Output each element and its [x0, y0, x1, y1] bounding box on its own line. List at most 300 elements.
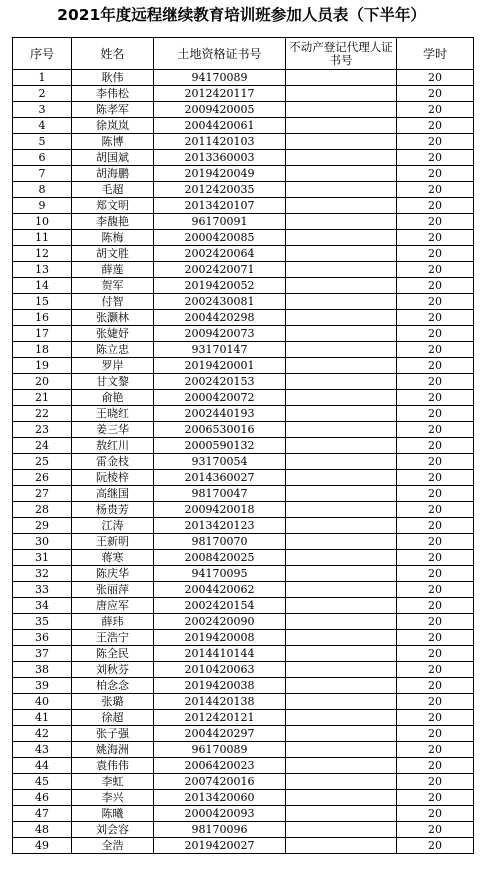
cell-real-estate-agent-certificate-number [286, 182, 397, 198]
cell-real-estate-agent-certificate-number [286, 662, 397, 678]
cell-serial-number: 34 [13, 598, 72, 614]
cell-name: 罗岸 [72, 358, 154, 374]
table-row [13, 102, 474, 118]
cell-real-estate-agent-certificate-number [286, 134, 397, 150]
cell-land-certificate-number: 2007420016 [154, 774, 286, 790]
cell-serial-number: 42 [13, 726, 72, 742]
table-row [13, 566, 474, 582]
cell-name: 蒋寒 [72, 550, 154, 566]
table-row [13, 294, 474, 310]
cell-name: 陈全民 [72, 646, 154, 662]
cell-name: 全浩 [72, 838, 154, 854]
table-row [13, 70, 474, 86]
table-row [13, 198, 474, 214]
cell-serial-number: 26 [13, 470, 72, 486]
cell-serial-number: 46 [13, 790, 72, 806]
cell-name: 耿伟 [72, 70, 154, 86]
cell-serial-number: 47 [13, 806, 72, 822]
table-row [13, 118, 474, 134]
cell-land-certificate-number: 2006420023 [154, 758, 286, 774]
cell-study-hours: 20 [397, 646, 474, 662]
table-row [13, 790, 474, 806]
cell-real-estate-agent-certificate-number [286, 726, 397, 742]
cell-land-certificate-number: 2008420025 [154, 550, 286, 566]
cell-real-estate-agent-certificate-number [286, 406, 397, 422]
cell-real-estate-agent-certificate-number [286, 390, 397, 406]
table-row [13, 214, 474, 230]
cell-name: 张丽萍 [72, 582, 154, 598]
cell-real-estate-agent-certificate-number [286, 118, 397, 134]
cell-study-hours: 20 [397, 838, 474, 854]
table-row [13, 438, 474, 454]
cell-real-estate-agent-certificate-number [286, 790, 397, 806]
table-row [13, 486, 474, 502]
header-serial-number: 序号 [13, 38, 72, 70]
cell-real-estate-agent-certificate-number [286, 598, 397, 614]
cell-study-hours: 20 [397, 534, 474, 550]
cell-land-certificate-number: 2002420153 [154, 374, 286, 390]
cell-study-hours: 20 [397, 582, 474, 598]
cell-real-estate-agent-certificate-number [286, 166, 397, 182]
cell-study-hours: 20 [397, 166, 474, 182]
cell-study-hours: 20 [397, 678, 474, 694]
cell-name: 姜三华 [72, 422, 154, 438]
cell-real-estate-agent-certificate-number [286, 822, 397, 838]
cell-land-certificate-number: 2012420035 [154, 182, 286, 198]
cell-real-estate-agent-certificate-number [286, 86, 397, 102]
cell-land-certificate-number: 2010420063 [154, 662, 286, 678]
table-row [13, 310, 474, 326]
cell-name: 俞艳 [72, 390, 154, 406]
table-row [13, 262, 474, 278]
cell-land-certificate-number: 2019420052 [154, 278, 286, 294]
cell-land-certificate-number: 2002420154 [154, 598, 286, 614]
cell-study-hours: 20 [397, 710, 474, 726]
table-row [13, 822, 474, 838]
cell-study-hours: 20 [397, 550, 474, 566]
cell-real-estate-agent-certificate-number [286, 486, 397, 502]
cell-serial-number: 25 [13, 454, 72, 470]
cell-study-hours: 20 [397, 150, 474, 166]
cell-serial-number: 32 [13, 566, 72, 582]
cell-land-certificate-number: 2002430081 [154, 294, 286, 310]
cell-study-hours: 20 [397, 454, 474, 470]
cell-serial-number: 4 [13, 118, 72, 134]
cell-real-estate-agent-certificate-number [286, 566, 397, 582]
cell-study-hours: 20 [397, 102, 474, 118]
cell-serial-number: 19 [13, 358, 72, 374]
table-row [13, 598, 474, 614]
cell-serial-number: 15 [13, 294, 72, 310]
cell-serial-number: 5 [13, 134, 72, 150]
cell-name: 胡文胜 [72, 246, 154, 262]
table-row [13, 182, 474, 198]
cell-serial-number: 31 [13, 550, 72, 566]
table-row [13, 406, 474, 422]
cell-real-estate-agent-certificate-number [286, 310, 397, 326]
table-row [13, 502, 474, 518]
cell-serial-number: 45 [13, 774, 72, 790]
table-row [13, 342, 474, 358]
table-row [13, 678, 474, 694]
cell-study-hours: 20 [397, 502, 474, 518]
cell-name: 王新明 [72, 534, 154, 550]
cell-real-estate-agent-certificate-number [286, 630, 397, 646]
cell-name: 李虹 [72, 774, 154, 790]
cell-serial-number: 2 [13, 86, 72, 102]
table-row [13, 726, 474, 742]
cell-real-estate-agent-certificate-number [286, 646, 397, 662]
cell-serial-number: 40 [13, 694, 72, 710]
table-row [13, 230, 474, 246]
table-row [13, 470, 474, 486]
cell-land-certificate-number: 2019420049 [154, 166, 286, 182]
cell-real-estate-agent-certificate-number [286, 550, 397, 566]
cell-name: 贺军 [72, 278, 154, 294]
cell-real-estate-agent-certificate-number [286, 102, 397, 118]
table-row [13, 630, 474, 646]
cell-land-certificate-number: 93170054 [154, 454, 286, 470]
cell-name: 高继国 [72, 486, 154, 502]
table-header-row [13, 38, 474, 70]
cell-name: 张灏林 [72, 310, 154, 326]
cell-study-hours: 20 [397, 118, 474, 134]
cell-name: 陈梅 [72, 230, 154, 246]
cell-serial-number: 17 [13, 326, 72, 342]
table-row [13, 150, 474, 166]
cell-serial-number: 11 [13, 230, 72, 246]
cell-land-certificate-number: 2019420038 [154, 678, 286, 694]
table-row [13, 166, 474, 182]
cell-name: 徐岚岚 [72, 118, 154, 134]
table-row [13, 838, 474, 854]
cell-name: 陈博 [72, 134, 154, 150]
cell-real-estate-agent-certificate-number [286, 742, 397, 758]
cell-study-hours: 20 [397, 310, 474, 326]
cell-real-estate-agent-certificate-number [286, 214, 397, 230]
table-row [13, 246, 474, 262]
cell-serial-number: 16 [13, 310, 72, 326]
cell-land-certificate-number: 2002420064 [154, 246, 286, 262]
cell-land-certificate-number: 2000420072 [154, 390, 286, 406]
cell-serial-number: 37 [13, 646, 72, 662]
header-real-estate-agent-certificate-number: 不动产登记代理人证书号 [286, 38, 397, 70]
table-row [13, 614, 474, 630]
cell-land-certificate-number: 2000420085 [154, 230, 286, 246]
header-land-certificate-number: 土地资格证书号 [154, 38, 286, 70]
cell-study-hours: 20 [397, 726, 474, 742]
participants-table [12, 37, 474, 854]
cell-serial-number: 23 [13, 422, 72, 438]
cell-name: 张璐 [72, 694, 154, 710]
cell-real-estate-agent-certificate-number [286, 278, 397, 294]
cell-real-estate-agent-certificate-number [286, 422, 397, 438]
cell-name: 杨贵芳 [72, 502, 154, 518]
cell-name: 柏念念 [72, 678, 154, 694]
cell-land-certificate-number: 2019420008 [154, 630, 286, 646]
cell-study-hours: 20 [397, 358, 474, 374]
cell-real-estate-agent-certificate-number [286, 694, 397, 710]
cell-study-hours: 20 [397, 406, 474, 422]
cell-land-certificate-number: 2000590132 [154, 438, 286, 454]
cell-serial-number: 36 [13, 630, 72, 646]
table-row [13, 390, 474, 406]
cell-real-estate-agent-certificate-number [286, 582, 397, 598]
cell-real-estate-agent-certificate-number [286, 614, 397, 630]
cell-land-certificate-number: 2002440193 [154, 406, 286, 422]
cell-name: 毛超 [72, 182, 154, 198]
cell-serial-number: 6 [13, 150, 72, 166]
cell-real-estate-agent-certificate-number [286, 758, 397, 774]
cell-serial-number: 38 [13, 662, 72, 678]
cell-real-estate-agent-certificate-number [286, 70, 397, 86]
cell-serial-number: 8 [13, 182, 72, 198]
table-row [13, 134, 474, 150]
cell-real-estate-agent-certificate-number [286, 518, 397, 534]
table-row [13, 694, 474, 710]
cell-serial-number: 43 [13, 742, 72, 758]
cell-land-certificate-number: 2002420090 [154, 614, 286, 630]
table-row [13, 758, 474, 774]
cell-serial-number: 22 [13, 406, 72, 422]
cell-study-hours: 20 [397, 134, 474, 150]
cell-real-estate-agent-certificate-number [286, 374, 397, 390]
cell-study-hours: 20 [397, 758, 474, 774]
cell-real-estate-agent-certificate-number [286, 502, 397, 518]
cell-serial-number: 35 [13, 614, 72, 630]
cell-serial-number: 24 [13, 438, 72, 454]
cell-study-hours: 20 [397, 342, 474, 358]
cell-serial-number: 49 [13, 838, 72, 854]
cell-name: 敖红川 [72, 438, 154, 454]
table-body [13, 70, 474, 854]
table-row [13, 358, 474, 374]
cell-study-hours: 20 [397, 486, 474, 502]
cell-land-certificate-number: 2000420093 [154, 806, 286, 822]
cell-serial-number: 33 [13, 582, 72, 598]
cell-serial-number: 3 [13, 102, 72, 118]
header-name: 姓名 [72, 38, 154, 70]
cell-land-certificate-number: 2019420001 [154, 358, 286, 374]
cell-study-hours: 20 [397, 230, 474, 246]
table-row [13, 454, 474, 470]
cell-name: 刘秋芬 [72, 662, 154, 678]
table-row [13, 422, 474, 438]
cell-study-hours: 20 [397, 182, 474, 198]
cell-study-hours: 20 [397, 630, 474, 646]
cell-study-hours: 20 [397, 390, 474, 406]
cell-name: 徐超 [72, 710, 154, 726]
cell-real-estate-agent-certificate-number [286, 454, 397, 470]
cell-study-hours: 20 [397, 374, 474, 390]
table-row [13, 518, 474, 534]
cell-land-certificate-number: 2009420018 [154, 502, 286, 518]
table-row [13, 550, 474, 566]
cell-land-certificate-number: 96170089 [154, 742, 286, 758]
table-row [13, 662, 474, 678]
cell-study-hours: 20 [397, 86, 474, 102]
cell-serial-number: 12 [13, 246, 72, 262]
cell-serial-number: 14 [13, 278, 72, 294]
cell-real-estate-agent-certificate-number [286, 342, 397, 358]
cell-land-certificate-number: 96170091 [154, 214, 286, 230]
cell-real-estate-agent-certificate-number [286, 470, 397, 486]
cell-land-certificate-number: 98170070 [154, 534, 286, 550]
table-row [13, 742, 474, 758]
cell-name: 袁伟伟 [72, 758, 154, 774]
cell-real-estate-agent-certificate-number [286, 358, 397, 374]
cell-serial-number: 29 [13, 518, 72, 534]
cell-land-certificate-number: 2013420060 [154, 790, 286, 806]
cell-serial-number: 9 [13, 198, 72, 214]
cell-study-hours: 20 [397, 566, 474, 582]
cell-study-hours: 20 [397, 262, 474, 278]
cell-real-estate-agent-certificate-number [286, 806, 397, 822]
cell-name: 陈孝军 [72, 102, 154, 118]
cell-name: 郑文明 [72, 198, 154, 214]
cell-name: 李馥艳 [72, 214, 154, 230]
cell-land-certificate-number: 2013420107 [154, 198, 286, 214]
cell-land-certificate-number: 93170147 [154, 342, 286, 358]
cell-name: 薛莲 [72, 262, 154, 278]
table-row [13, 374, 474, 390]
table-row [13, 774, 474, 790]
cell-real-estate-agent-certificate-number [286, 710, 397, 726]
cell-real-estate-agent-certificate-number [286, 774, 397, 790]
cell-land-certificate-number: 2019420027 [154, 838, 286, 854]
cell-serial-number: 18 [13, 342, 72, 358]
cell-land-certificate-number: 94170089 [154, 70, 286, 86]
cell-land-certificate-number: 2009420073 [154, 326, 286, 342]
table-row [13, 86, 474, 102]
cell-name: 陈立忠 [72, 342, 154, 358]
cell-study-hours: 20 [397, 662, 474, 678]
cell-study-hours: 20 [397, 422, 474, 438]
cell-name: 刘会容 [72, 822, 154, 838]
cell-serial-number: 1 [13, 70, 72, 86]
cell-land-certificate-number: 2012420121 [154, 710, 286, 726]
cell-name: 薛玮 [72, 614, 154, 630]
cell-study-hours: 20 [397, 470, 474, 486]
cell-study-hours: 20 [397, 326, 474, 342]
cell-real-estate-agent-certificate-number [286, 438, 397, 454]
cell-study-hours: 20 [397, 198, 474, 214]
cell-study-hours: 20 [397, 694, 474, 710]
cell-name: 王浩宁 [72, 630, 154, 646]
cell-land-certificate-number: 2012420117 [154, 86, 286, 102]
table-row [13, 806, 474, 822]
cell-serial-number: 27 [13, 486, 72, 502]
page-title: 2021年度远程继续教育培训班参加人员表（下半年） [57, 6, 426, 24]
cell-name: 姚海洲 [72, 742, 154, 758]
table-row [13, 646, 474, 662]
cell-study-hours: 20 [397, 278, 474, 294]
cell-land-certificate-number: 2014420138 [154, 694, 286, 710]
cell-serial-number: 28 [13, 502, 72, 518]
cell-land-certificate-number: 2009420005 [154, 102, 286, 118]
cell-land-certificate-number: 98170096 [154, 822, 286, 838]
cell-land-certificate-number: 2004420061 [154, 118, 286, 134]
cell-study-hours: 20 [397, 598, 474, 614]
cell-land-certificate-number: 2014360027 [154, 470, 286, 486]
cell-name: 付智 [72, 294, 154, 310]
cell-real-estate-agent-certificate-number [286, 230, 397, 246]
cell-name: 李兴 [72, 790, 154, 806]
cell-name: 唐应军 [72, 598, 154, 614]
cell-name: 陈曦 [72, 806, 154, 822]
cell-study-hours: 20 [397, 774, 474, 790]
cell-land-certificate-number: 2014410144 [154, 646, 286, 662]
cell-real-estate-agent-certificate-number [286, 838, 397, 854]
cell-real-estate-agent-certificate-number [286, 150, 397, 166]
cell-name: 甘文黎 [72, 374, 154, 390]
cell-serial-number: 39 [13, 678, 72, 694]
cell-serial-number: 10 [13, 214, 72, 230]
cell-land-certificate-number: 2004420297 [154, 726, 286, 742]
cell-name: 雷金枝 [72, 454, 154, 470]
cell-land-certificate-number: 2002420071 [154, 262, 286, 278]
cell-serial-number: 20 [13, 374, 72, 390]
cell-name: 张子强 [72, 726, 154, 742]
cell-study-hours: 20 [397, 246, 474, 262]
cell-real-estate-agent-certificate-number [286, 326, 397, 342]
cell-name: 陈庆华 [72, 566, 154, 582]
table-row [13, 326, 474, 342]
cell-serial-number: 41 [13, 710, 72, 726]
cell-land-certificate-number: 98170047 [154, 486, 286, 502]
cell-study-hours: 20 [397, 822, 474, 838]
cell-name: 王晓红 [72, 406, 154, 422]
cell-serial-number: 13 [13, 262, 72, 278]
cell-serial-number: 7 [13, 166, 72, 182]
cell-real-estate-agent-certificate-number [286, 262, 397, 278]
cell-study-hours: 20 [397, 790, 474, 806]
cell-study-hours: 20 [397, 518, 474, 534]
cell-name: 江涛 [72, 518, 154, 534]
cell-study-hours: 20 [397, 742, 474, 758]
cell-serial-number: 30 [13, 534, 72, 550]
cell-land-certificate-number: 2004420298 [154, 310, 286, 326]
cell-study-hours: 20 [397, 614, 474, 630]
cell-land-certificate-number: 2013420123 [154, 518, 286, 534]
cell-name: 张婕妤 [72, 326, 154, 342]
header-study-hours: 学时 [397, 38, 474, 70]
table-row [13, 582, 474, 598]
cell-land-certificate-number: 2011420103 [154, 134, 286, 150]
cell-study-hours: 20 [397, 806, 474, 822]
cell-study-hours: 20 [397, 438, 474, 454]
cell-real-estate-agent-certificate-number [286, 294, 397, 310]
cell-name: 阮棱梓 [72, 470, 154, 486]
cell-serial-number: 44 [13, 758, 72, 774]
cell-study-hours: 20 [397, 294, 474, 310]
cell-real-estate-agent-certificate-number [286, 246, 397, 262]
cell-name: 李伟松 [72, 86, 154, 102]
cell-land-certificate-number: 94170095 [154, 566, 286, 582]
cell-land-certificate-number: 2013360003 [154, 150, 286, 166]
table-row [13, 710, 474, 726]
cell-real-estate-agent-certificate-number [286, 678, 397, 694]
cell-land-certificate-number: 2006530016 [154, 422, 286, 438]
cell-real-estate-agent-certificate-number [286, 534, 397, 550]
cell-serial-number: 48 [13, 822, 72, 838]
cell-serial-number: 21 [13, 390, 72, 406]
cell-name: 胡海鹏 [72, 166, 154, 182]
cell-real-estate-agent-certificate-number [286, 198, 397, 214]
cell-name: 胡国斌 [72, 150, 154, 166]
cell-study-hours: 20 [397, 70, 474, 86]
table-row [13, 534, 474, 550]
